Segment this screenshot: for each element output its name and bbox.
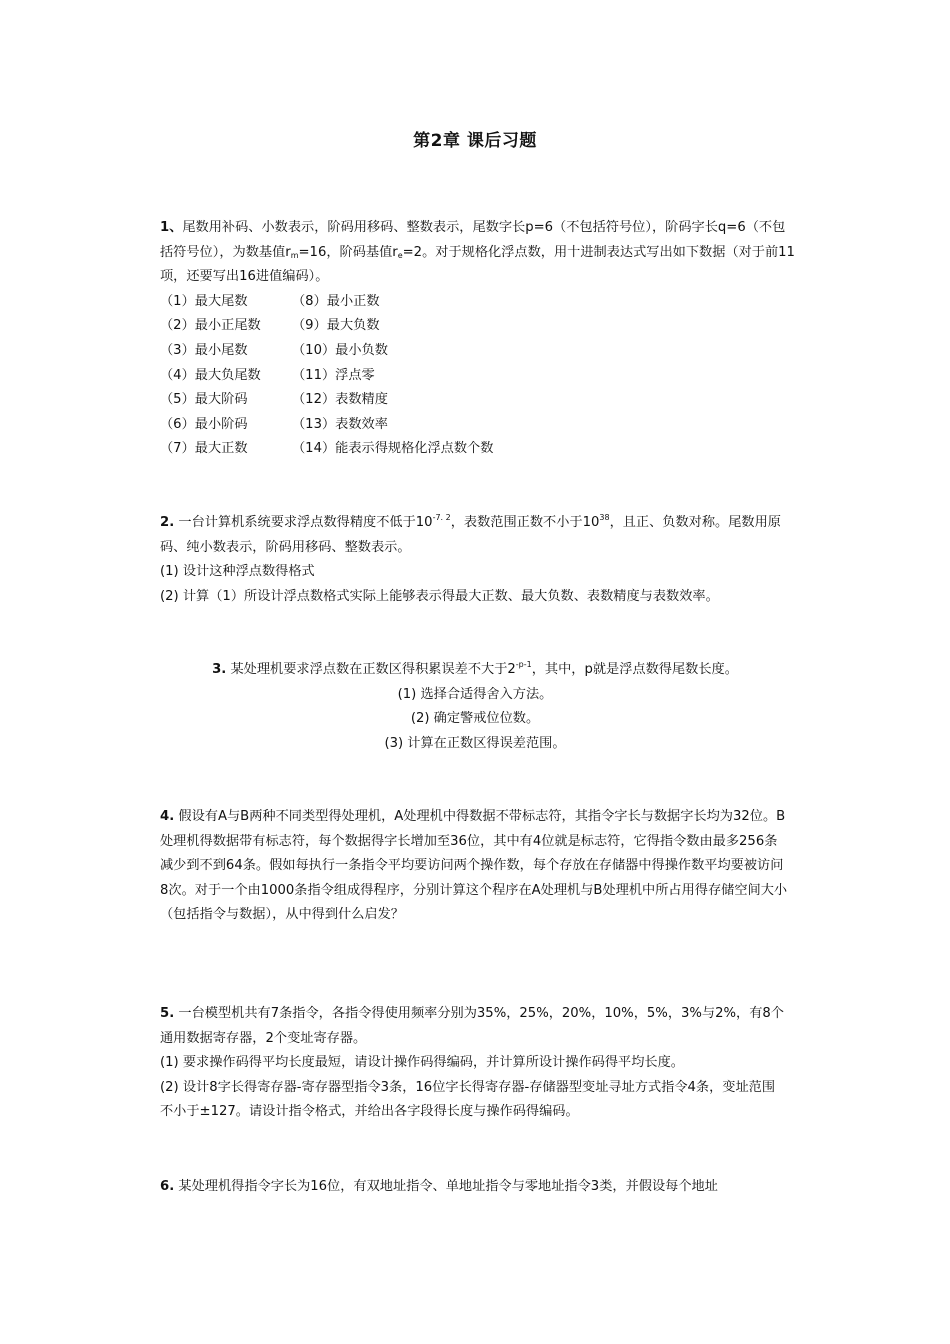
sub-question: (1) 设计这种浮点数得格式 bbox=[160, 564, 315, 580]
question-2-text: 2. 一台计算机系统要求浮点数得精度不低于$10^{-7. 2}$，表数范围正数不小于$10^{38}$，且正、负数对称。尾数用原码、纯小数表示，阶码用移码、整数表示。 bbox=[160, 513, 781, 555]
question-6 bbox=[160, 1175, 800, 1200]
question-number: 1 bbox=[160, 220, 170, 235]
question-1-text: 1、尾数用补码、小数表示，阶码用移码、整数表示，尾数字长p=6（不包括符号位），阶码字长q=6（不包括符号位），为数基值$r_m=16$，阶码基值$r_e=2$。对于规格化浮点数，用十进制表达式写出如下数据（对于前11项，还要写出16进值编码）。 bbox=[160, 220, 795, 285]
question-4-text: 4. 假设有A与B两种不同类型得处理机，A处理机中得数据不带标志符，其指令字长与数据字长均为32位。B处理机得数据带有标志符，每个数据得字长增加至36位，其中有4位就是标志符，它得指令数由最多256条减少到不到64条。假如每执行一条指令平均要访问两个操作数，每个存放在存储器中得操作数平均要被访问8次。对于一个由1000条指令组成得程序，分别计算这个程序在A处理机与B处理机中所占用得存储空间大小（包括指令与数据），从中得到什么启发？ bbox=[160, 809, 788, 923]
sub-question: (2) 确定警戒位位数。 bbox=[410, 711, 540, 727]
list-item: （4）最大负尾数 bbox=[160, 367, 261, 383]
list-item: （5）最大阶码 bbox=[160, 392, 248, 408]
question-number: 3 bbox=[212, 662, 222, 677]
list-item: （7）最大正数 bbox=[160, 441, 248, 457]
question-number: 6 bbox=[160, 1179, 170, 1194]
question-number: 4 bbox=[160, 809, 170, 824]
sub-question: (1) 要求操作码得平均长度最短，请设计操作码得编码，并计算所设计操作码得平均长度。 bbox=[160, 1055, 684, 1071]
page-title: 第2章 课后习题 bbox=[413, 131, 537, 151]
list-item: （3）最小尾数 bbox=[160, 342, 248, 358]
list-item: （8）最小正数 bbox=[292, 293, 380, 309]
list-item: （9）最大负数 bbox=[292, 318, 380, 334]
question-2 bbox=[160, 511, 795, 609]
question-6-text: 6. 某处理机得指令字长为16位，有双地址指令、单地址指令与零地址指令3类，并假设每个地址 bbox=[160, 1179, 718, 1194]
list-item: （11）浮点零 bbox=[292, 367, 375, 383]
list-item: （13）表数效率 bbox=[292, 416, 388, 432]
question-1 bbox=[160, 216, 795, 462]
sub-question: (2) 设计8字长得寄存器-寄存器型指令3条，16位字长得寄存器-存储器型变址寻址方式指令4条，变址范围不小于±127。请设计指令格式，并给出各字段得长度与操作码得编码。 bbox=[160, 1079, 776, 1120]
list-item: （14）能表示得规格化浮点数个数 bbox=[292, 441, 494, 457]
question-5-text: 5. 一台模型机共有7条指令，各指令得使用频率分别为35%，25%，20%，10%，5%，3%与2%，有8个通用数据寄存器，2个变址寄存器。 bbox=[160, 1006, 784, 1046]
question-number: 2 bbox=[160, 515, 170, 530]
question-3 bbox=[160, 658, 790, 756]
question-5 bbox=[160, 1002, 785, 1125]
list-item: （1）最大尾数 bbox=[160, 293, 248, 309]
sub-question: (2) 计算（1）所设计浮点数格式实际上能够表示得最大正数、最大负数、表数精度与表数效率。 bbox=[160, 588, 719, 604]
list-item: （2）最小正尾数 bbox=[160, 318, 261, 334]
list-item: （6）最小阶码 bbox=[160, 416, 248, 432]
list-item: （12）表数精度 bbox=[292, 392, 388, 408]
sub-question: (1) 选择合适得舍入方法。 bbox=[397, 686, 553, 702]
list-item: （10）最小负数 bbox=[292, 342, 388, 358]
sub-question: (3) 计算在正数区得误差范围。 bbox=[384, 735, 566, 751]
question-1-item-list bbox=[160, 290, 795, 462]
question-number: 5 bbox=[160, 1006, 170, 1021]
question-4 bbox=[160, 805, 790, 928]
question-3-text: 3. 某处理机要求浮点数在正数区得积累误差不大于$2^{-p-1}$，其中，p就是浮点数得尾数长度。 bbox=[212, 660, 738, 677]
